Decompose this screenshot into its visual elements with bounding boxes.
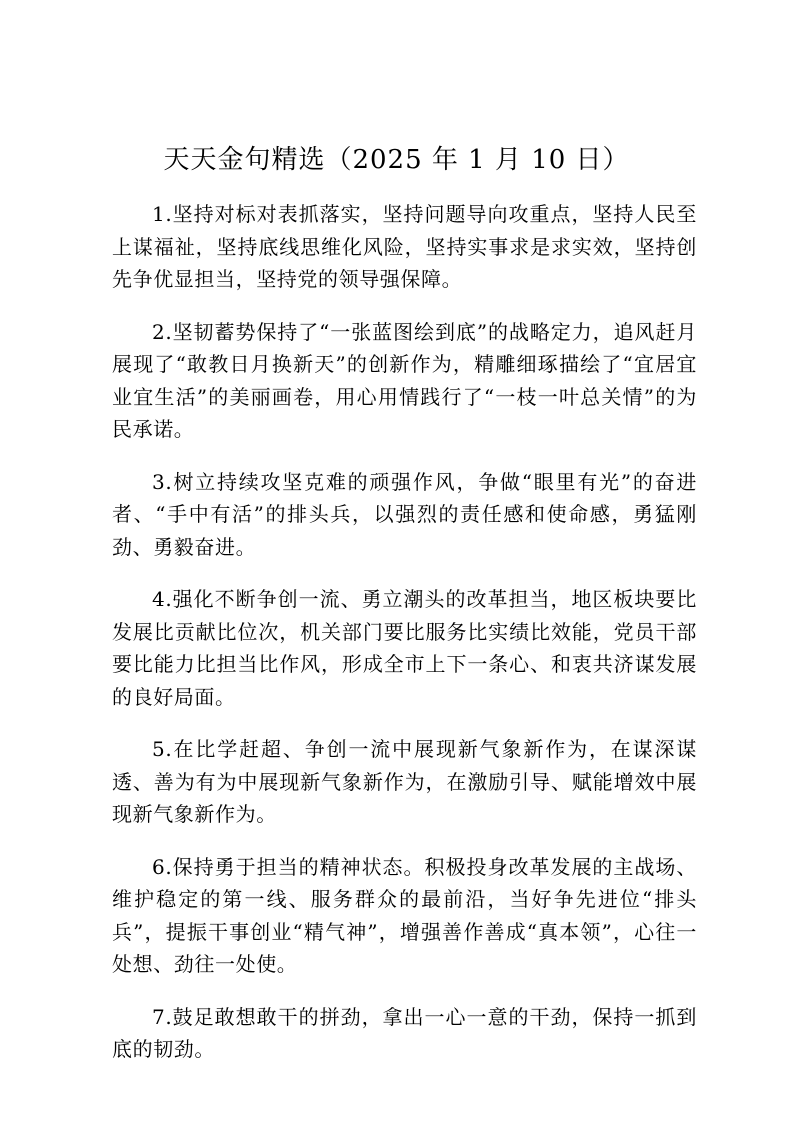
document-body: [112, 198, 697, 1086]
paragraph-6: 6.保持勇于担当的精神状态。积极投身改革发展的主战场、维护稳定的第一线、服务群众的最前沿，当好争先进位“排头兵”，提振干事创业“精气神”，增强善作善成“真本领”，心往一处想、劲往一处使。: [112, 854, 697, 976]
paragraph-5: 5.在比学赶超、争创一流中展现新气象新作为，在谋深谋透、善为有为中展现新气象新作为，在激励引导、赋能增效中展现新气象新作为。: [112, 737, 697, 826]
paragraph-7: 7.鼓足敢想敢干的拼劲，拿出一心一意的干劲，保持一抓到底的韧劲。: [112, 1004, 697, 1061]
paragraph-3: 3.树立持续攻坚克难的顽强作风，争做“眼里有光”的奋进者、“手中有活”的排头兵，以强烈的责任感和使命感，勇猛刚劲、勇毅奋进。: [112, 469, 697, 559]
paragraph-2: 2.坚韧蓄势保持了“一张蓝图绘到底”的战略定力，追风赶月展现了“敢教日月换新天”的创新作为，精雕细琢描绘了“宜居宜业宜生活”的美丽画卷，用心用情践行了“一枝一叶总关情”的为民承诺。: [112, 319, 697, 441]
paragraph-4: 4.强化不断争创一流、勇立潮头的改革担当，地区板块要比发展比贡献比位次，机关部门要比服务比实绩比效能，党员干部要比能力比担当比作风，形成全市上下一条心、和衷共济谋发展的良好局面。: [112, 587, 697, 709]
document-title: 天天金句精选（2025 年 1 月 10 日）: [163, 145, 630, 175]
paragraph-1: 1.坚持对标对表抓落实，坚持问题导向攻重点，坚持人民至上谋福祉，坚持底线思维化风险，坚持实事求是求实效，坚持创先争优显担当，坚持党的领导强保障。: [112, 202, 697, 291]
